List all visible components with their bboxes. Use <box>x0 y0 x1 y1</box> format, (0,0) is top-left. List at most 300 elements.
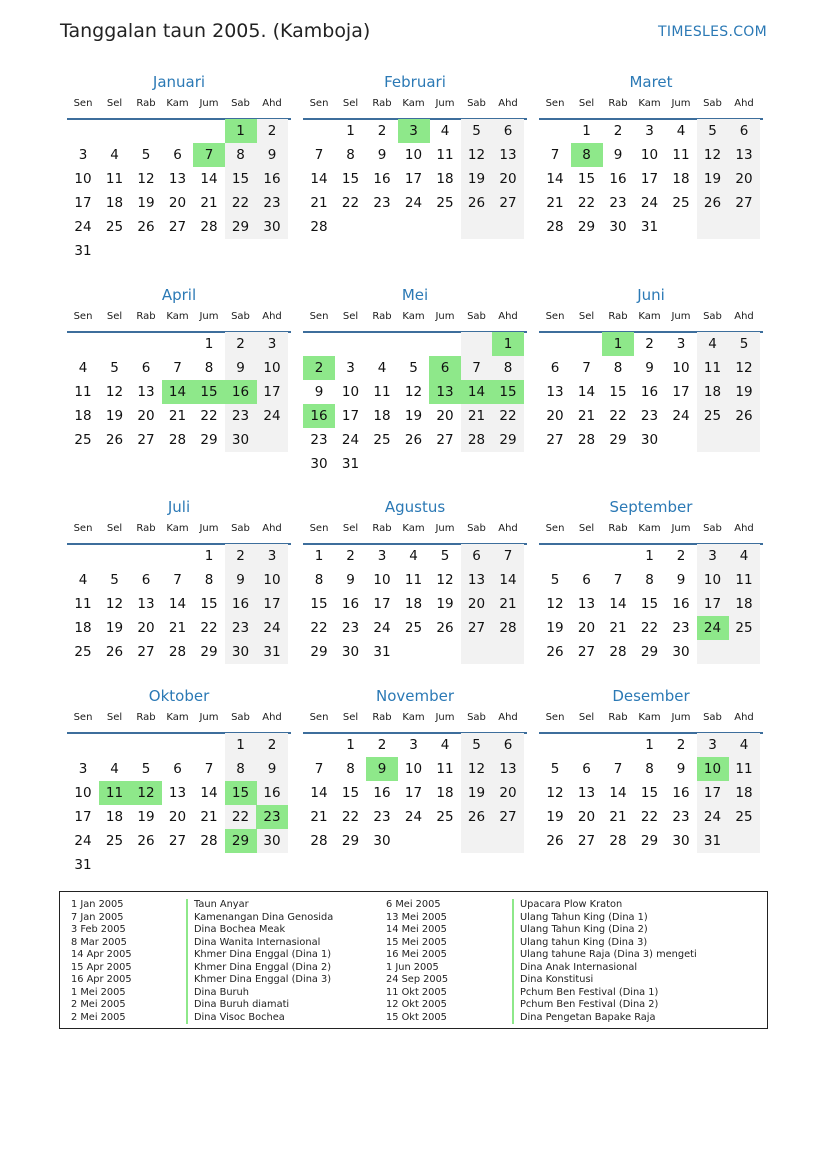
day-cell: 14 <box>200 171 218 187</box>
day-cell: 22 <box>341 195 360 211</box>
day-cell: 3 <box>676 336 686 352</box>
day-cell: 16 <box>672 596 690 612</box>
day-cell: 19 <box>735 384 753 400</box>
weekday-label: Rab <box>372 523 392 534</box>
day-cell: 11 <box>105 171 124 187</box>
day-cell: 5 <box>110 360 119 376</box>
weekday-label: Kam <box>638 523 661 534</box>
day-cell: 4 <box>78 572 88 588</box>
day-cell: 19 <box>137 809 155 825</box>
day-cell: 31 <box>74 243 92 259</box>
day-cell: 4 <box>739 548 749 564</box>
legend-holiday-name: Upacara Plow Kraton <box>512 899 622 912</box>
month-name: November <box>375 687 455 705</box>
day-cell: 24 <box>341 432 360 448</box>
day-cell: 16 <box>609 171 627 187</box>
weekday-label: Sab <box>703 98 722 109</box>
weekday-label: Sen <box>309 523 329 534</box>
day-cell: 8 <box>503 360 513 376</box>
day-cell: 5 <box>708 123 717 139</box>
day-cell: 26 <box>404 432 423 448</box>
day-cell: 28 <box>467 432 486 448</box>
day-cell: 18 <box>436 171 454 187</box>
holiday-day-cell: 13 <box>429 380 461 404</box>
weekday-label: Sab <box>467 311 486 322</box>
day-cell: 22 <box>577 195 596 211</box>
day-cell: 3 <box>267 336 277 352</box>
day-cell: 27 <box>577 833 596 849</box>
day-cell: 18 <box>735 596 753 612</box>
day-cell: 20 <box>499 171 517 187</box>
day-cell: 21 <box>467 408 486 424</box>
day-cell: 25 <box>74 432 92 448</box>
day-cell: 12 <box>546 785 564 801</box>
day-cell: 21 <box>310 809 328 825</box>
day-cell: 11 <box>74 596 92 612</box>
legend-date: 14 Apr 2005 <box>71 949 132 960</box>
day-cell: 28 <box>546 219 564 235</box>
day-cell: 28 <box>310 833 328 849</box>
day-cell: 12 <box>404 384 423 400</box>
day-cell: 25 <box>105 833 124 849</box>
day-cell: 18 <box>672 171 690 187</box>
day-cell: 20 <box>499 785 517 801</box>
day-cell: 27 <box>436 432 454 448</box>
day-cell: 6 <box>173 761 182 777</box>
day-cell: 6 <box>503 123 513 139</box>
day-cell: 10 <box>74 171 92 187</box>
day-cell: 28 <box>168 432 187 448</box>
day-cell: 19 <box>105 620 124 636</box>
day-cell: 27 <box>546 432 564 448</box>
day-cell: 12 <box>137 171 155 187</box>
day-cell: 9 <box>645 360 654 376</box>
day-cell: 15 <box>640 596 659 612</box>
day-cell: 3 <box>267 548 277 564</box>
legend-date: 24 Sep 2005 <box>386 974 449 985</box>
holiday-day-cell: 1 <box>225 119 257 143</box>
day-cell: 10 <box>672 360 690 376</box>
legend-date: 13 Mei 2005 <box>386 911 447 923</box>
day-cell: 23 <box>373 195 391 211</box>
weekday-label: Ahd <box>262 523 282 534</box>
day-cell: 5 <box>440 548 450 564</box>
day-cell: 7 <box>173 360 182 376</box>
weekday-label: Sen <box>309 98 329 109</box>
day-cell: 11 <box>703 360 722 376</box>
weekday-header <box>67 523 291 545</box>
holiday-day-cell: 6 <box>429 356 461 380</box>
weekday-label: Sab <box>703 523 722 534</box>
weekday-label: Sen <box>309 311 329 322</box>
weekday-label: Kam <box>402 523 425 534</box>
weekday-label: Ahd <box>498 98 518 109</box>
day-cell: 25 <box>735 620 753 636</box>
day-cell: 27 <box>168 833 187 849</box>
day-cell: 29 <box>577 219 596 235</box>
day-cell: 10 <box>404 147 423 163</box>
day-cell: 13 <box>137 384 155 400</box>
weekday-label: Rab <box>608 523 628 534</box>
day-cell: 11 <box>735 572 753 588</box>
weekday-header <box>67 712 291 734</box>
day-cell: 28 <box>609 833 627 849</box>
day-cell: 8 <box>645 761 654 777</box>
day-cell: 25 <box>436 809 454 825</box>
day-cell: 17 <box>74 809 92 825</box>
day-cell: 20 <box>168 195 187 211</box>
day-cell: 10 <box>341 384 360 400</box>
day-cell: 18 <box>404 596 423 612</box>
month-name: Agustus <box>384 498 446 516</box>
day-cell: 6 <box>503 737 513 753</box>
weekday-label: Jum <box>199 311 219 322</box>
day-cell: 26 <box>105 644 124 660</box>
day-cell: 22 <box>200 408 218 424</box>
day-cell: 17 <box>703 785 722 801</box>
weekday-label: Kam <box>402 712 425 723</box>
day-cell: 12 <box>735 360 753 376</box>
day-cell: 15 <box>341 785 360 801</box>
day-cell: 28 <box>200 833 218 849</box>
weekday-label: Ahd <box>498 523 518 534</box>
day-cell: 21 <box>168 620 187 636</box>
holiday-day-cell: 8 <box>571 143 603 167</box>
day-cell: 9 <box>676 572 686 588</box>
day-cell: 7 <box>472 360 481 376</box>
day-cell: 1 <box>236 737 245 753</box>
holiday-day-cell: 24 <box>697 616 729 640</box>
legend-date: 7 Jan 2005 <box>71 911 124 923</box>
day-cell: 22 <box>640 809 659 825</box>
day-cell: 4 <box>708 336 717 352</box>
day-cell: 22 <box>231 809 250 825</box>
day-cell: 20 <box>137 620 155 636</box>
weekday-label: Ahd <box>262 712 282 723</box>
day-cell: 12 <box>546 596 564 612</box>
holiday-day-cell: 23 <box>256 805 288 829</box>
day-cell: 4 <box>110 761 119 777</box>
day-cell: 24 <box>672 408 690 424</box>
weekday-label: Ahd <box>498 311 518 322</box>
day-cell: 11 <box>735 761 753 777</box>
legend-holiday-name: Taun Anyar <box>186 899 249 912</box>
day-cell: 24 <box>74 833 92 849</box>
day-cell: 9 <box>267 147 277 163</box>
day-cell: 7 <box>550 147 560 163</box>
month-name: Februari <box>384 73 446 91</box>
day-cell: 24 <box>74 219 92 235</box>
day-cell: 27 <box>499 809 517 825</box>
day-cell: 29 <box>609 432 627 448</box>
day-cell: 15 <box>310 596 328 612</box>
day-cell: 15 <box>640 785 659 801</box>
day-cell: 23 <box>373 809 391 825</box>
weekday-header <box>539 523 763 545</box>
day-cell: 20 <box>467 596 486 612</box>
day-cell: 27 <box>467 620 486 636</box>
weekday-label: Rab <box>372 712 392 723</box>
day-cell: 22 <box>341 809 360 825</box>
day-cell: 2 <box>267 737 277 753</box>
day-cell: 29 <box>200 432 218 448</box>
holiday-day-cell: 15 <box>492 380 524 404</box>
legend-date: 15 Mei 2005 <box>386 936 447 948</box>
day-cell: 28 <box>200 219 218 235</box>
day-cell: 23 <box>231 620 250 636</box>
day-cell: 31 <box>640 219 659 235</box>
month-name: Juli <box>167 498 191 516</box>
day-cell: 30 <box>231 432 250 448</box>
day-cell: 8 <box>613 360 623 376</box>
weekday-label: Sen <box>73 523 93 534</box>
month-name: Oktober <box>148 687 210 705</box>
day-cell: 23 <box>310 432 328 448</box>
month-name: Maret <box>629 73 673 91</box>
day-cell: 30 <box>672 833 690 849</box>
day-cell: 18 <box>735 785 753 801</box>
weekday-label: Sel <box>578 98 595 109</box>
weekday-header <box>539 311 763 333</box>
day-cell: 14 <box>577 384 596 400</box>
day-cell: 16 <box>231 596 250 612</box>
day-cell: 24 <box>404 195 423 211</box>
day-cell: 30 <box>310 456 328 472</box>
day-cell: 29 <box>200 644 218 660</box>
holiday-day-cell: 15 <box>193 380 225 404</box>
weekday-label: Rab <box>372 98 392 109</box>
day-cell: 28 <box>499 620 517 636</box>
day-cell: 1 <box>582 123 591 139</box>
month-name: Desember <box>612 687 690 705</box>
day-cell: 11 <box>373 384 391 400</box>
day-cell: 21 <box>546 195 564 211</box>
weekday-label: Sel <box>578 311 595 322</box>
day-cell: 3 <box>78 147 88 163</box>
day-cell: 25 <box>373 432 391 448</box>
day-cell: 10 <box>373 572 391 588</box>
weekday-label: Sen <box>73 712 93 723</box>
day-cell: 14 <box>609 785 627 801</box>
weekday-label: Kam <box>638 311 661 322</box>
day-cell: 6 <box>141 572 151 588</box>
day-cell: 3 <box>708 548 717 564</box>
day-cell: 13 <box>735 147 753 163</box>
holiday-day-cell: 1 <box>492 332 524 356</box>
day-cell: 4 <box>110 147 119 163</box>
day-cell: 3 <box>708 737 717 753</box>
day-cell: 23 <box>263 195 281 211</box>
weekday-label: Kam <box>166 311 189 322</box>
day-cell: 5 <box>141 147 151 163</box>
weekday-label: Sab <box>467 523 486 534</box>
day-cell: 26 <box>467 195 486 211</box>
day-cell: 20 <box>546 408 564 424</box>
weekday-label: Rab <box>608 98 628 109</box>
day-cell: 20 <box>577 620 596 636</box>
day-cell: 12 <box>467 147 486 163</box>
day-cell: 2 <box>676 548 686 564</box>
weekday-label: Sen <box>545 523 565 534</box>
day-cell: 14 <box>200 785 218 801</box>
day-cell: 5 <box>472 123 481 139</box>
day-cell: 19 <box>467 171 486 187</box>
weekday-header <box>303 98 527 120</box>
day-cell: 16 <box>640 384 659 400</box>
legend-holiday-name: Ulang tahune Raja (Dina 3) mengeti <box>512 949 697 962</box>
weekday-label: Jum <box>435 311 455 322</box>
day-cell: 6 <box>173 147 182 163</box>
day-cell: 10 <box>703 572 722 588</box>
day-cell: 13 <box>499 147 517 163</box>
weekday-label: Jum <box>671 712 691 723</box>
day-cell: 23 <box>672 620 690 636</box>
day-cell: 4 <box>377 360 387 376</box>
day-cell: 17 <box>640 171 659 187</box>
day-cell: 9 <box>613 147 623 163</box>
day-cell: 19 <box>436 596 454 612</box>
weekday-label: Rab <box>608 712 628 723</box>
day-cell: 25 <box>735 809 753 825</box>
legend-holiday-name: Pchum Ben Festival (Dina 1) <box>512 987 658 1000</box>
day-cell: 14 <box>499 572 517 588</box>
day-cell: 8 <box>346 147 355 163</box>
day-cell: 18 <box>74 408 92 424</box>
day-cell: 15 <box>200 596 218 612</box>
day-cell: 29 <box>310 644 328 660</box>
legend-date: 15 Okt 2005 <box>386 1011 447 1023</box>
weekday-label: Ahd <box>262 311 282 322</box>
day-cell: 30 <box>341 644 360 660</box>
day-cell: 9 <box>377 147 387 163</box>
day-cell: 30 <box>373 833 391 849</box>
day-cell: 30 <box>672 644 690 660</box>
day-cell: 21 <box>499 596 517 612</box>
legend-date: 1 Mei 2005 <box>71 986 126 998</box>
day-cell: 17 <box>263 384 281 400</box>
weekday-label: Sel <box>106 98 123 109</box>
day-cell: 9 <box>314 384 324 400</box>
day-cell: 29 <box>231 219 250 235</box>
holiday-day-cell: 9 <box>366 757 398 781</box>
weekday-label: Jum <box>435 98 455 109</box>
day-cell: 1 <box>645 737 654 753</box>
weekday-label: Rab <box>372 311 392 322</box>
weekday-label: Sab <box>231 311 250 322</box>
day-cell: 7 <box>314 761 324 777</box>
day-cell: 24 <box>640 195 659 211</box>
weekday-label: Jum <box>435 712 455 723</box>
weekday-label: Kam <box>166 712 189 723</box>
day-cell: 19 <box>546 809 564 825</box>
day-cell: 11 <box>672 147 690 163</box>
day-cell: 5 <box>141 761 151 777</box>
day-cell: 16 <box>373 171 391 187</box>
day-cell: 27 <box>735 195 753 211</box>
day-cell: 17 <box>672 384 690 400</box>
day-cell: 23 <box>672 809 690 825</box>
holiday-day-cell: 11 <box>99 781 131 805</box>
day-cell: 21 <box>577 408 596 424</box>
day-cell: 7 <box>204 761 214 777</box>
day-cell: 21 <box>609 809 627 825</box>
holiday-day-cell: 15 <box>225 781 257 805</box>
day-cell: 4 <box>440 123 450 139</box>
weekday-label: Ahd <box>262 98 282 109</box>
day-cell: 5 <box>739 336 749 352</box>
weekday-label: Jum <box>199 98 219 109</box>
weekday-label: Kam <box>638 98 661 109</box>
day-cell: 31 <box>373 644 391 660</box>
day-cell: 22 <box>609 408 627 424</box>
day-cell: 14 <box>609 596 627 612</box>
day-cell: 29 <box>499 432 517 448</box>
day-cell: 30 <box>263 833 281 849</box>
weekday-label: Jum <box>671 98 691 109</box>
day-cell: 6 <box>472 548 481 564</box>
day-cell: 19 <box>137 195 155 211</box>
day-cell: 5 <box>110 572 119 588</box>
weekday-label: Sen <box>309 712 329 723</box>
day-cell: 3 <box>346 360 355 376</box>
weekday-label: Kam <box>638 712 661 723</box>
day-cell: 23 <box>609 195 627 211</box>
day-cell: 18 <box>436 785 454 801</box>
weekday-label: Sen <box>545 311 565 322</box>
weekday-label: Rab <box>136 712 156 723</box>
weekday-header <box>303 523 527 545</box>
day-cell: 24 <box>703 809 722 825</box>
day-cell: 27 <box>577 644 596 660</box>
holiday-legend <box>59 891 768 1029</box>
day-cell: 15 <box>577 171 596 187</box>
day-cell: 5 <box>409 360 418 376</box>
weekday-label: Sen <box>73 98 93 109</box>
day-cell: 22 <box>640 620 659 636</box>
day-cell: 2 <box>267 123 277 139</box>
weekday-label: Sel <box>342 98 359 109</box>
day-cell: 4 <box>739 737 749 753</box>
day-cell: 3 <box>377 548 387 564</box>
day-cell: 13 <box>168 785 187 801</box>
site-logo[interactable]: TIMESLES.COM <box>658 24 767 40</box>
day-cell: 25 <box>672 195 690 211</box>
day-cell: 11 <box>436 147 454 163</box>
weekday-label: Sel <box>578 523 595 534</box>
day-cell: 9 <box>346 572 355 588</box>
weekday-label: Kam <box>166 523 189 534</box>
day-cell: 28 <box>609 644 627 660</box>
holiday-day-cell: 14 <box>461 380 493 404</box>
day-cell: 20 <box>577 809 596 825</box>
day-cell: 9 <box>676 761 686 777</box>
day-cell: 25 <box>703 408 722 424</box>
day-cell: 10 <box>404 761 423 777</box>
day-cell: 19 <box>404 408 423 424</box>
legend-holiday-name: Ulang Tahun King (Dina 2) <box>512 924 648 937</box>
day-cell: 4 <box>78 360 88 376</box>
legend-date: 2 Mei 2005 <box>71 1011 126 1023</box>
day-cell: 11 <box>74 384 92 400</box>
day-cell: 12 <box>436 572 454 588</box>
legend-date: 3 Feb 2005 <box>71 924 126 935</box>
day-cell: 5 <box>550 572 560 588</box>
day-cell: 29 <box>341 833 360 849</box>
weekday-label: Kam <box>166 98 189 109</box>
day-cell: 16 <box>263 171 281 187</box>
day-cell: 10 <box>74 785 92 801</box>
legend-holiday-name: Ulang Tahun King (Dina 1) <box>512 912 648 925</box>
